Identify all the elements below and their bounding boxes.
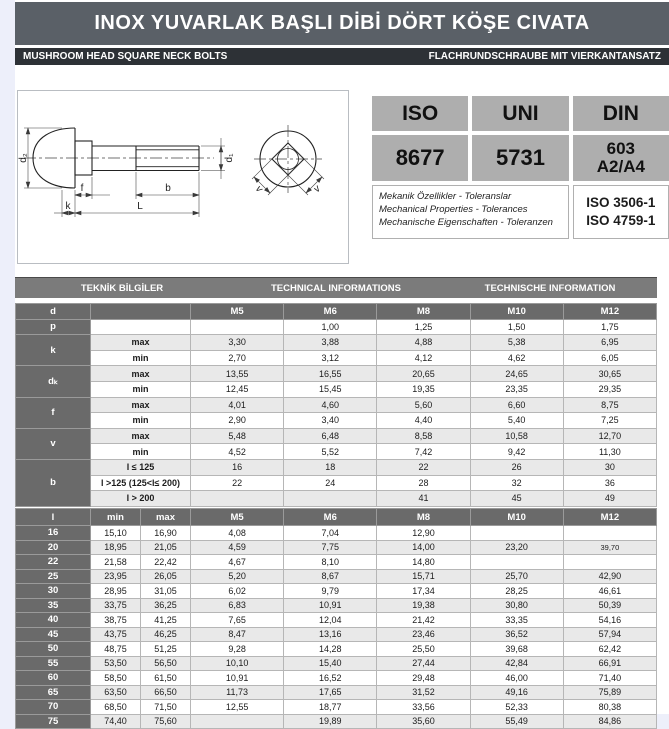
bolt-front-view [252, 125, 324, 196]
cell: 16,55 [284, 366, 377, 382]
length-label: 35 [16, 598, 91, 613]
cell: 12,45 [191, 381, 284, 397]
table-row [16, 627, 657, 642]
length-label: 20 [16, 540, 91, 555]
cell: 27,44 [377, 656, 470, 671]
dim-label-L: L [137, 201, 143, 212]
length-label: 22 [16, 555, 91, 570]
table-row [16, 700, 657, 715]
cell: 28,25 [470, 584, 563, 599]
cell: 36 [563, 475, 656, 491]
table-row [16, 656, 657, 671]
cell: 75,89 [563, 685, 656, 700]
section-header-turkish: TEKNİK BİLGİLER [80, 282, 164, 294]
table-row [16, 714, 657, 729]
cell: 2,70 [191, 350, 284, 366]
cell: 6,02 [191, 584, 284, 599]
cell: 36,25 [141, 598, 191, 613]
cell: 7,75 [284, 540, 377, 555]
cell: 4,59 [191, 540, 284, 555]
iso-ref-2: ISO 4759-1 [586, 213, 656, 228]
cell: 5,52 [284, 444, 377, 460]
note-german: Mechanische Eigenschaften - Toleranzen [379, 216, 553, 228]
cell: 18,95 [91, 540, 141, 555]
size-header-m10: M10 [470, 509, 563, 526]
cell: max [91, 428, 191, 444]
table-row [16, 569, 657, 584]
cell: 22,42 [141, 555, 191, 570]
din-number: 603 [606, 139, 636, 159]
cell: 13,16 [284, 627, 377, 642]
table-row [16, 509, 657, 526]
cell: 8,67 [284, 569, 377, 584]
size-header-m10: M10 [470, 304, 563, 320]
cell: 46,61 [563, 584, 656, 599]
table-row [16, 475, 657, 491]
cell: 7,42 [377, 444, 470, 460]
param-label-f: f [16, 397, 91, 428]
cell: 28,95 [91, 584, 141, 599]
cell: 15,45 [284, 381, 377, 397]
dim-label-k: k [65, 201, 71, 212]
cell: 1,50 [470, 319, 563, 335]
cell: 10,58 [470, 428, 563, 444]
cell: 23,95 [91, 569, 141, 584]
length-label: 25 [16, 569, 91, 584]
cell [191, 319, 284, 335]
cell: 5,60 [377, 397, 470, 413]
cell: 56,50 [141, 656, 191, 671]
cell: 68,50 [91, 700, 141, 715]
cell: 5,48 [191, 428, 284, 444]
cell: 4,12 [377, 350, 470, 366]
cell: 25,70 [470, 569, 563, 584]
cell: max [91, 366, 191, 382]
cell: 22 [377, 459, 470, 475]
cell: 1,00 [284, 319, 377, 335]
page-content [15, 0, 669, 727]
cell: 8,75 [563, 397, 656, 413]
cell: 49 [563, 491, 656, 507]
table-row [16, 413, 657, 429]
dim-label-d2: d₂ [18, 153, 29, 163]
cell: 24,65 [470, 366, 563, 382]
cell: 9,79 [284, 584, 377, 599]
cell: min [91, 381, 191, 397]
cell: 3,88 [284, 335, 377, 351]
cell [563, 526, 656, 541]
table-row [16, 685, 657, 700]
length-header-l: l [16, 509, 91, 526]
cell: 45 [470, 491, 563, 507]
cell: 1,75 [563, 319, 656, 335]
dim-label-v-left: v [253, 183, 265, 195]
table-row [16, 642, 657, 657]
cell [191, 491, 284, 507]
cell: 23,46 [377, 627, 470, 642]
cell: 30 [563, 459, 656, 475]
dim-label-v-right: v [311, 183, 323, 195]
param-label-p: p [16, 319, 91, 335]
cell: 8,10 [284, 555, 377, 570]
size-header-m8: M8 [377, 304, 470, 320]
cell: 15,40 [284, 656, 377, 671]
cell: 12,90 [377, 526, 470, 541]
cell: 6,05 [563, 350, 656, 366]
cell: 23,20 [470, 540, 563, 555]
cell: 5,20 [191, 569, 284, 584]
standard-org-din: DIN [573, 96, 669, 131]
cell: 7,25 [563, 413, 656, 429]
cell: 15,71 [377, 569, 470, 584]
length-label: 55 [16, 656, 91, 671]
cell: 7,65 [191, 613, 284, 628]
cell: 57,94 [563, 627, 656, 642]
cell: 21,58 [91, 555, 141, 570]
table-row [16, 397, 657, 413]
table-row [16, 459, 657, 475]
cell: 3,12 [284, 350, 377, 366]
cell: 10,10 [191, 656, 284, 671]
page-title: INOX YUVARLAK BAŞLI DİBİ DÖRT KÖŞE CIVATA [15, 2, 669, 45]
cell: 19,89 [284, 714, 377, 729]
cell: 4,67 [191, 555, 284, 570]
section-header-german: TECHNISCHE INFORMATION [484, 282, 616, 294]
cell: 46,25 [141, 627, 191, 642]
cell: 42,84 [470, 656, 563, 671]
size-header-m6: M6 [284, 304, 377, 320]
cell: 71,50 [141, 700, 191, 715]
dim-label-f: f [80, 183, 84, 194]
cell: 33,35 [470, 613, 563, 628]
standard-org-iso: ISO [372, 96, 468, 131]
cell: 11,73 [191, 685, 284, 700]
cell: 17,34 [377, 584, 470, 599]
standard-number-din [573, 135, 669, 181]
cell: 50,39 [563, 598, 656, 613]
bolt-technical-drawing [18, 91, 348, 263]
length-header-min: min [91, 509, 141, 526]
standard-org-uni: UNI [472, 96, 568, 131]
cell [284, 491, 377, 507]
cell: l >125 (125<l≤ 200) [91, 475, 191, 491]
cell: 18,77 [284, 700, 377, 715]
cell: 5,40 [470, 413, 563, 429]
section-header-english: TECHNICAL INFORMATIONS [270, 282, 401, 294]
table-row [16, 555, 657, 570]
cell: 30,65 [563, 366, 656, 382]
cell: 25,50 [377, 642, 470, 657]
cell: 63,50 [91, 685, 141, 700]
cell: 16,52 [284, 671, 377, 686]
note-turkish: Mekanik Özellikler - Toleranslar [379, 191, 512, 202]
cell: 8,47 [191, 627, 284, 642]
cell: 41,25 [141, 613, 191, 628]
cell: 53,50 [91, 656, 141, 671]
cell: 55,49 [470, 714, 563, 729]
cell: 31,52 [377, 685, 470, 700]
table-row [16, 540, 657, 555]
cell: 49,16 [470, 685, 563, 700]
cell: 29,35 [563, 381, 656, 397]
cell: 6,95 [563, 335, 656, 351]
cell: 29,48 [377, 671, 470, 686]
cell: 13,55 [191, 366, 284, 382]
table-row [16, 598, 657, 613]
subtitle-bar [15, 48, 669, 65]
cell: max [91, 335, 191, 351]
cell [563, 555, 656, 570]
iso-reference-standards [573, 185, 669, 239]
table-row [16, 319, 657, 335]
dim-label-b: b [165, 183, 171, 194]
standard-number-uni: 5731 [472, 135, 568, 181]
cell: 23,35 [470, 381, 563, 397]
iso-ref-1: ISO 3506-1 [586, 194, 656, 210]
length-label: 75 [16, 714, 91, 729]
cell: 62,42 [563, 642, 656, 657]
cell: 51,25 [141, 642, 191, 657]
size-header-m12: M12 [563, 509, 656, 526]
table-row [16, 335, 657, 351]
cell: 4,62 [470, 350, 563, 366]
cell: 12,04 [284, 613, 377, 628]
cell: 48,75 [91, 642, 141, 657]
table-row [16, 671, 657, 686]
cell: l > 200 [91, 491, 191, 507]
cell: 4,08 [191, 526, 284, 541]
cell: 32 [470, 475, 563, 491]
cell: 8,58 [377, 428, 470, 444]
cell: 14,28 [284, 642, 377, 657]
cell: 1,25 [377, 319, 470, 335]
cell [470, 555, 563, 570]
cell: 4,01 [191, 397, 284, 413]
size-header-m5: M5 [191, 509, 284, 526]
length-label: 45 [16, 627, 91, 642]
cell: 28 [377, 475, 470, 491]
length-label: 70 [16, 700, 91, 715]
table-row [16, 444, 657, 460]
cell: max [91, 397, 191, 413]
length-label: 65 [16, 685, 91, 700]
cell: 15,10 [91, 526, 141, 541]
cell: 4,60 [284, 397, 377, 413]
cell: 5,38 [470, 335, 563, 351]
cell: 11,30 [563, 444, 656, 460]
cell: 17,65 [284, 685, 377, 700]
length-label: 60 [16, 671, 91, 686]
cell: 31,05 [141, 584, 191, 599]
table-row [16, 350, 657, 366]
cell: 41 [377, 491, 470, 507]
corner-cell-d: d [16, 304, 91, 320]
cell [470, 526, 563, 541]
cell: 39,68 [470, 642, 563, 657]
cell: min [91, 413, 191, 429]
cell: 26 [470, 459, 563, 475]
note-english: Mechanical Properties - Tolerances [379, 203, 528, 215]
cell: 35,60 [377, 714, 470, 729]
table-row [16, 491, 657, 507]
cell: 84,86 [563, 714, 656, 729]
cell: 80,38 [563, 700, 656, 715]
cell: 22 [191, 475, 284, 491]
cell: 19,35 [377, 381, 470, 397]
cell: 75,60 [141, 714, 191, 729]
subtitle-german: FLACHRUNDSCHRAUBE MIT VIERKANTANSATZ [428, 51, 661, 62]
cell: min [91, 350, 191, 366]
cell: 7,04 [284, 526, 377, 541]
size-header-m6: M6 [284, 509, 377, 526]
length-label: 50 [16, 642, 91, 657]
cell: 19,38 [377, 598, 470, 613]
cell: 46,00 [470, 671, 563, 686]
param-label-v: v [16, 428, 91, 459]
cell [191, 714, 284, 729]
cell: 58,50 [91, 671, 141, 686]
cell: 9,28 [191, 642, 284, 657]
cell: 3,40 [284, 413, 377, 429]
cell: 36,52 [470, 627, 563, 642]
bolt-side-view [18, 128, 235, 217]
cell: 2,90 [191, 413, 284, 429]
cell: 21,05 [141, 540, 191, 555]
size-header-m5: M5 [191, 304, 284, 320]
dim-label-d1: d₁ [224, 153, 235, 163]
cell: 21,42 [377, 613, 470, 628]
cell: 4,40 [377, 413, 470, 429]
table-row [16, 613, 657, 628]
table-row [16, 428, 657, 444]
param-label-b: b [16, 459, 91, 506]
cell: 14,00 [377, 540, 470, 555]
param-label-k: k [16, 335, 91, 366]
cell: 16,90 [141, 526, 191, 541]
cell: 39,70 [563, 540, 656, 555]
cell: l ≤ 125 [91, 459, 191, 475]
length-label: 30 [16, 584, 91, 599]
cell: 61,50 [141, 671, 191, 686]
cell: 10,91 [191, 671, 284, 686]
cell: 38,75 [91, 613, 141, 628]
cell: 12,70 [563, 428, 656, 444]
cell: min [91, 444, 191, 460]
mechanical-properties-notes [372, 185, 569, 239]
cell: 12,55 [191, 700, 284, 715]
size-header-m12: M12 [563, 304, 656, 320]
dimensions-table [15, 303, 657, 507]
length-label: 40 [16, 613, 91, 628]
table-row [16, 526, 657, 541]
standard-number-iso: 8677 [372, 135, 468, 181]
cell: 66,50 [141, 685, 191, 700]
cell: 10,91 [284, 598, 377, 613]
table-row [16, 366, 657, 382]
cell: 6,83 [191, 598, 284, 613]
table-row [16, 304, 657, 320]
subtitle-english: MUSHROOM HEAD SQUARE NECK BOLTS [23, 51, 228, 62]
din-grade: A2/A4 [596, 157, 645, 176]
cell: 52,33 [470, 700, 563, 715]
cell: 3,30 [191, 335, 284, 351]
technical-info-header-bar [15, 277, 657, 298]
cell: 33,75 [91, 598, 141, 613]
cell: 43,75 [91, 627, 141, 642]
cell: 42,90 [563, 569, 656, 584]
table-row [16, 381, 657, 397]
cell: 4,88 [377, 335, 470, 351]
cell: 20,65 [377, 366, 470, 382]
cell [91, 319, 191, 335]
cell: 6,48 [284, 428, 377, 444]
lengths-table [15, 508, 657, 729]
cell: 4,52 [191, 444, 284, 460]
cell: 33,56 [377, 700, 470, 715]
bolt-drawing-panel [17, 90, 349, 264]
param-label-dk: dₖ [16, 366, 91, 397]
standards-table [372, 96, 669, 239]
table-row [16, 584, 657, 599]
cell: 54,16 [563, 613, 656, 628]
size-header-m8: M8 [377, 509, 470, 526]
cell: 14,80 [377, 555, 470, 570]
cell [91, 304, 191, 320]
length-header-max: max [141, 509, 191, 526]
cell: 9,42 [470, 444, 563, 460]
cell: 26,05 [141, 569, 191, 584]
cell: 16 [191, 459, 284, 475]
cell: 18 [284, 459, 377, 475]
cell: 66,91 [563, 656, 656, 671]
length-label: 16 [16, 526, 91, 541]
cell: 6,60 [470, 397, 563, 413]
cell: 71,40 [563, 671, 656, 686]
cell: 30,80 [470, 598, 563, 613]
cell: 24 [284, 475, 377, 491]
cell: 74,40 [91, 714, 141, 729]
